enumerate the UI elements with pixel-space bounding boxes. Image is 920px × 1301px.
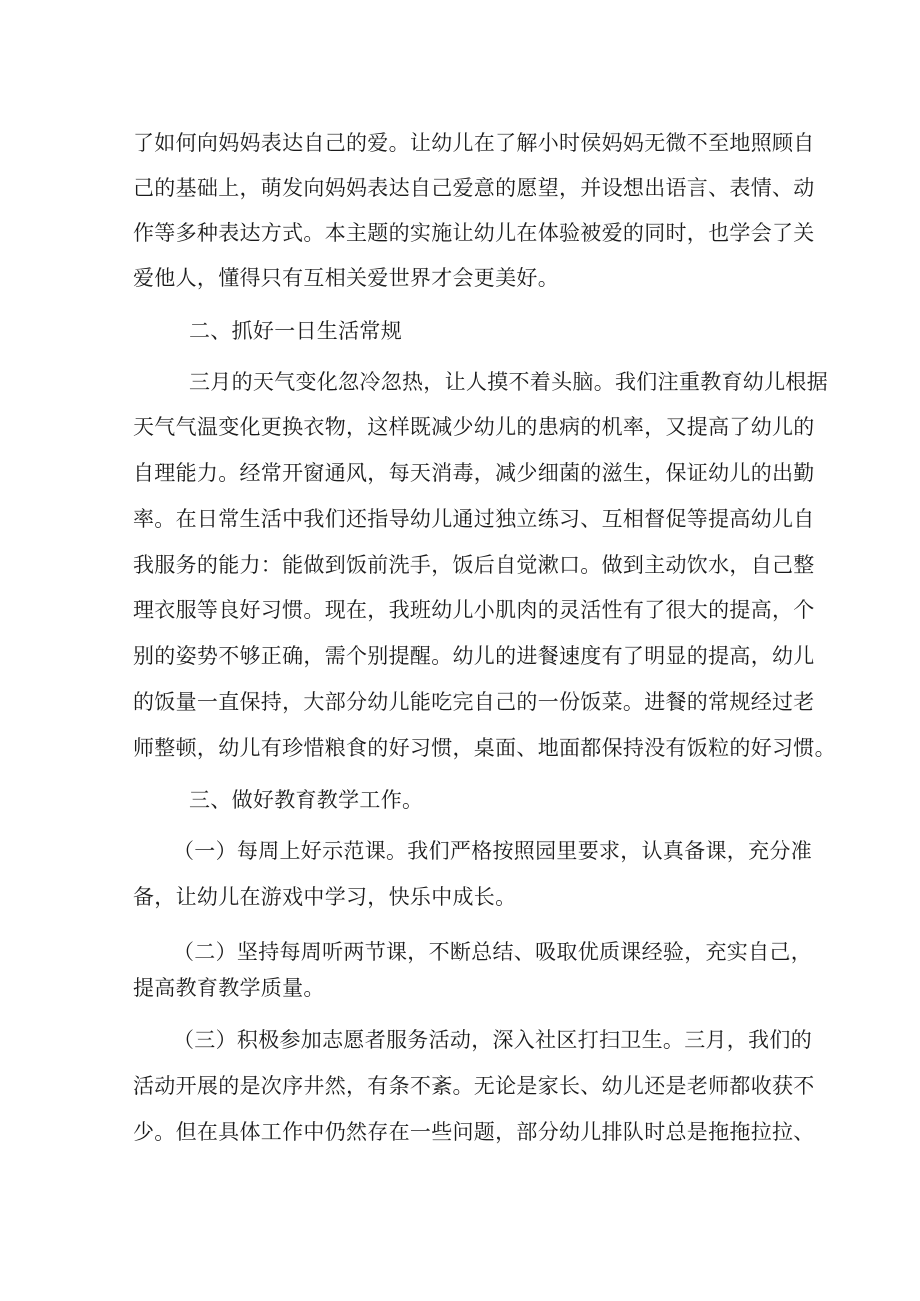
paragraph-line: 自理能力。经常开窗通风，每天消毒，减少细菌的滋生，保证幼儿的出勤	[133, 461, 815, 485]
paragraph-line: （一）每周上好示范课。我们严格按照园里要求，认真备课，充分准	[173, 839, 812, 863]
paragraph-line: 了如何向妈妈表达自己的爱。让幼儿在了解小时侯妈妈无微不至地照顾自	[133, 131, 815, 155]
paragraph-line: 少。但在具体工作中仍然存在一些问题，部分幼儿排队时总是拖拖拉拉、	[133, 1120, 815, 1144]
paragraph-line: 提高教育教学质量。	[133, 976, 325, 1000]
paragraph-line: （三）积极参加志愿者服务活动，深入社区打扫卫生。三月，我们的	[173, 1028, 812, 1052]
paragraph-line: 我服务的能力：能做到饭前洗手，饭后自觉漱口。做到主动饮水，自己整	[133, 553, 815, 577]
paragraph-line: 师整顿，幼儿有珍惜粮食的好习惯，桌面、地面都保持没有饭粒的好习惯。	[133, 736, 836, 760]
paragraph-line: 别的姿势不够正确，需个别提醒。幼儿的进餐速度有了明显的提高，幼儿	[133, 644, 815, 668]
paragraph-line: 爱他人，懂得只有互相关爱世界才会更美好。	[133, 266, 559, 290]
paragraph-line: 活动开展的是次序井然，有条不紊。无论是家长、幼儿还是老师都收获不	[133, 1074, 815, 1098]
paragraph-line: 天气气温变化更换衣物，这样既减少幼儿的患病的机率，又提高了幼儿的	[133, 415, 815, 439]
paragraph-line: 的饭量一直保持，大部分幼儿能吃完自己的一份饭菜。进餐的常规经过老	[133, 690, 815, 714]
paragraph-line: 三月的天气变化忽冷忽热，让人摸不着头脑。我们注重教育幼儿根据	[189, 370, 828, 394]
paragraph-line: 理衣服等良好习惯。现在，我班幼儿小肌肉的灵活性有了很大的提高，个	[133, 598, 815, 622]
section-heading: 三、做好教育教学工作。	[189, 788, 424, 812]
section-heading: 二、抓好一日生活常规	[189, 319, 402, 343]
paragraph-line: 己的基础上，萌发向妈妈表达自己爱意的愿望，并设想出语言、表情、动	[133, 176, 815, 200]
paragraph-line: 率。在日常生活中我们还指导幼儿通过独立练习、互相督促等提高幼儿自	[133, 507, 815, 531]
paragraph-line: （二）坚持每周听两节课，不断总结、吸取优质课经验，充实自己，	[173, 940, 812, 964]
paragraph-line: 作等多种表达方式。本主题的实施让幼儿在体验被爱的同时，也学会了关	[133, 221, 815, 245]
paragraph-line: 备，让幼儿在游戏中学习，快乐中成长。	[133, 885, 517, 909]
